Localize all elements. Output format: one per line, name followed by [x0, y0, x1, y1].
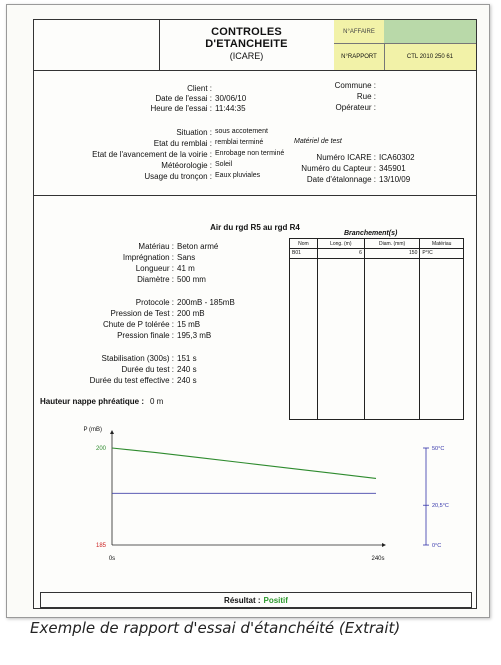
diametre-value: 500 mm [177, 275, 206, 284]
rue-label: Rue : [356, 92, 376, 101]
col-long: Long. (m) [317, 239, 364, 249]
cell-long: 6 [317, 249, 364, 259]
rapport-label: N°RAPPORT [334, 43, 385, 70]
table-empty-row [290, 259, 464, 420]
stabilisation-label: Stabilisation (300s) : [101, 354, 174, 363]
right-axis-label: 20,5°C [432, 503, 449, 510]
col-nom: Nom [290, 239, 318, 249]
operateur-label: Opérateur : [335, 103, 376, 112]
x-tick-min: 0s [108, 556, 116, 562]
nappe-label [40, 397, 144, 406]
voirie-label: Etat de l'avancement de la voirie : [92, 150, 212, 159]
table-row [290, 249, 464, 259]
diametre-label: Diamètre : [137, 275, 174, 284]
pressure-line [112, 448, 376, 478]
duree-effective-value: 240 s [177, 376, 197, 385]
client-label: Client : [187, 84, 212, 93]
report-title-line2: D'ETANCHEITE [205, 38, 288, 50]
pression-finale-value: 195,3 mB [177, 331, 212, 340]
header-title-block [159, 20, 335, 70]
report-header [34, 20, 476, 71]
usage-label: Usage du tronçon : [144, 172, 212, 181]
commune-label: Commune : [334, 81, 376, 90]
etalonnage-label: Date d'étalonnage : [306, 175, 376, 184]
figure-caption: Exemple de rapport d'essai d'étanchéité (Extrait) [30, 619, 401, 637]
pression-test-value: 200 mB [177, 309, 205, 318]
capteur-label: Numéro du Capteur : [301, 164, 376, 173]
empty-cell [317, 259, 364, 420]
table-header-row [290, 239, 464, 249]
result-value: Positif [263, 595, 288, 605]
cell-materiau: P°/C [420, 249, 464, 259]
remblai-label: Etat du remblai : [153, 139, 212, 148]
y-tick-max: 200 [95, 446, 106, 452]
header-reference-block [334, 20, 476, 70]
report-title: CONTROLES [211, 26, 282, 38]
capteur-value: 345901 [379, 164, 406, 173]
report-subtitle: (ICARE) [229, 51, 264, 61]
meteo-label: Météorologie : [161, 161, 212, 170]
time-label: Heure de l'essai : [150, 104, 212, 113]
rapport-value: CTL 2010 250 61 [406, 53, 454, 60]
chart-svg [34, 418, 476, 578]
materiau-label: Matériau : [138, 242, 174, 251]
right-axis-label: 0°C [432, 543, 442, 549]
protocole-value: 200mB - 185mB [177, 298, 235, 307]
etalonnage-value: 13/10/09 [379, 175, 411, 184]
date-value: 30/06/10 [215, 94, 247, 103]
longueur-value: 41 m [177, 264, 195, 273]
pression-finale-label: Pression finale : [117, 331, 174, 340]
pressure-chart [34, 418, 476, 578]
y-axis-title: P (mB) [83, 427, 102, 433]
situation-label: Situation : [176, 128, 212, 137]
impregnation-label: Imprégnation : [122, 253, 174, 262]
y-tick-min: 185 [95, 543, 106, 549]
affaire-value [384, 20, 476, 44]
cell-nom: B01 [290, 249, 318, 259]
stabilisation-value: 151 s [177, 354, 197, 363]
chute-label: Chute de P tolérée : [102, 320, 174, 329]
empty-cell [420, 259, 464, 420]
date-label: Date de l'essai : [155, 94, 212, 103]
duree-test-value: 240 s [177, 365, 197, 374]
usage-value: Eaux pluviales [215, 172, 261, 179]
duree-test-label: Durée du test : [121, 365, 174, 374]
cell-diam: 150 [364, 249, 420, 259]
right-axis-label: 50°C [432, 446, 445, 452]
nappe-value: 0 m [150, 397, 164, 406]
x-tick-max: 240s [371, 556, 385, 562]
test-title: Air du rgd R5 au rgd R4 [210, 223, 300, 232]
x-axis-arrow [382, 543, 386, 547]
header-logo-area [34, 20, 160, 70]
col-diam: Diam. (mm) [364, 239, 420, 249]
empty-cell [364, 259, 420, 420]
icare-value: ICA60302 [379, 153, 415, 162]
situation-value: sous accotement [215, 128, 268, 135]
longueur-label: Longueur : [135, 264, 174, 273]
result-label: Résultat : [224, 595, 261, 605]
section-divider [34, 195, 476, 196]
protocole-label: Protocole : [135, 298, 174, 307]
y-axis-arrow [110, 430, 114, 434]
chute-value: 15 mB [177, 320, 201, 329]
report-page [6, 4, 490, 618]
affaire-label: N°AFFAIRE [334, 20, 385, 44]
duree-effective-label: Durée du test effective : [89, 376, 174, 385]
icare-label: Numéro ICARE : [316, 153, 376, 162]
report-frame [33, 19, 477, 609]
pression-test-label: Pression de Test : [110, 309, 174, 318]
voirie-value: Enrobage non terminé [215, 150, 285, 157]
nappe-label-text: Hauteur nappe phréatique : [40, 397, 145, 406]
impregnation-value: Sans [177, 253, 196, 262]
result-box [40, 592, 472, 608]
time-value: 11:44:35 [215, 104, 246, 113]
material-title: Matériel de test [294, 138, 342, 145]
branchement-table [289, 238, 464, 420]
meteo-value: Soleil [215, 161, 233, 168]
col-materiau: Matériau [420, 239, 464, 249]
materiau-value: Beton armé [177, 242, 219, 251]
empty-cell [290, 259, 318, 420]
remblai-value: remblai terminé [215, 139, 264, 146]
branchement-title: Branchement(s) [344, 230, 398, 237]
